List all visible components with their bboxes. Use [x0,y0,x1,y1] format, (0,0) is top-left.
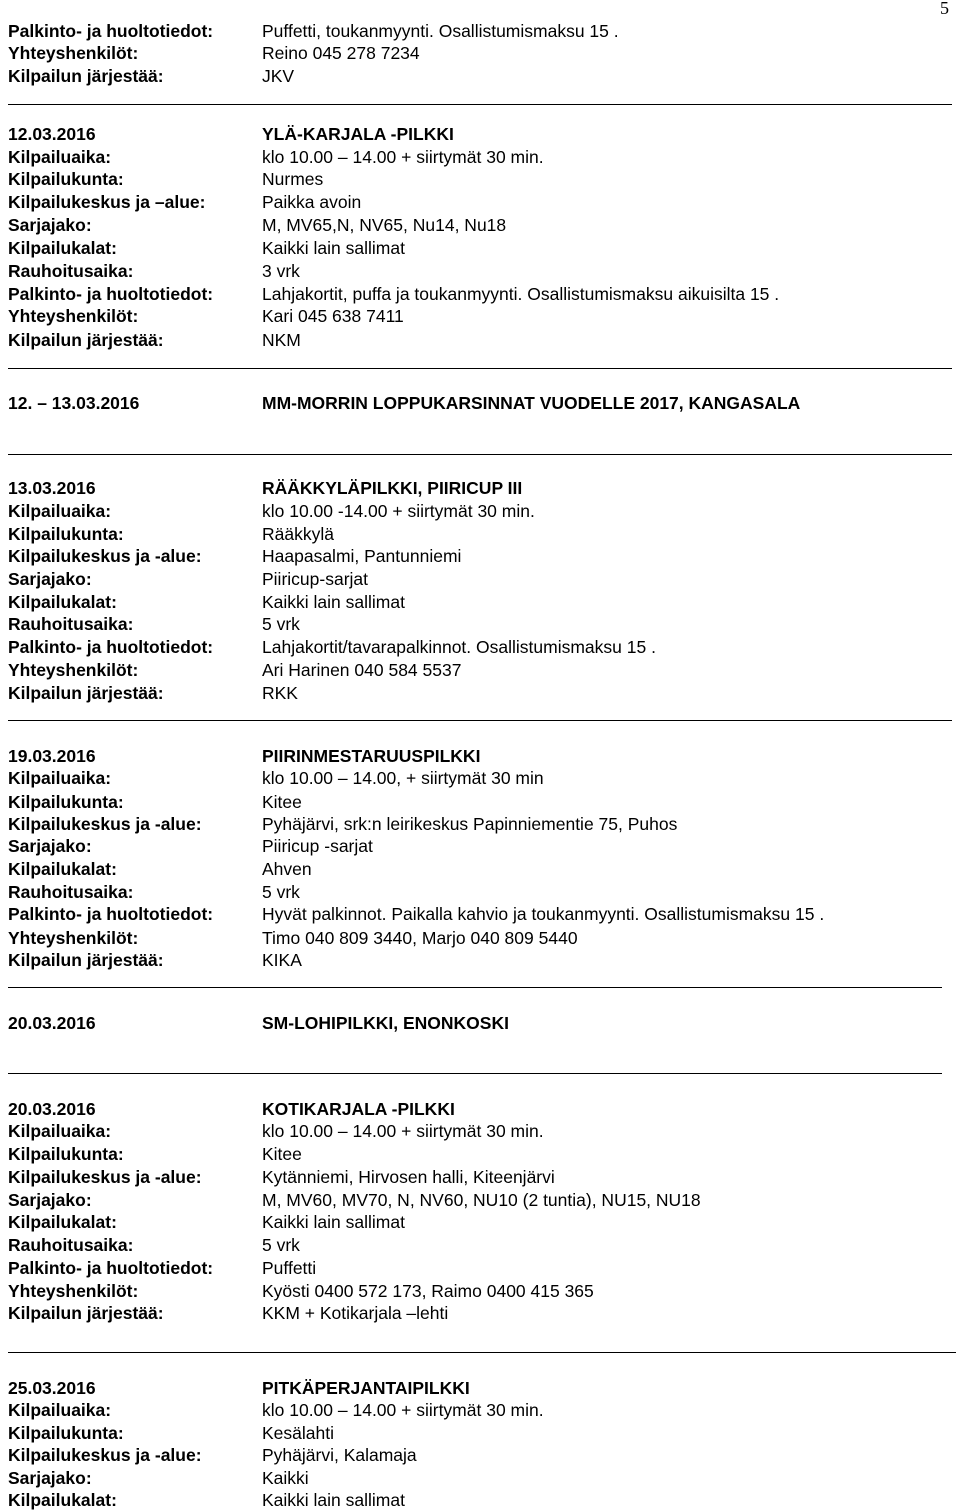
municipality-label: Kilpailukunta: [8,1144,124,1164]
organizer-label: Kilpailun järjestää: [8,66,164,86]
center-label: Kilpailukeskus ja –alue: [8,192,206,212]
organizer-value: RKK [262,683,298,703]
contacts-label: Yhteyshenkilöt: [8,1281,139,1301]
classes-value: Piiricup-sarjat [262,569,368,589]
event-title: PITKÄPERJANTAIPILKKI [262,1378,470,1398]
contacts-label: Yhteyshenkilöt: [8,306,139,326]
closed-label: Rauhoitusaika: [8,1235,134,1255]
center-value: Kytänniemi, Hirvosen halli, Kiteenjärvi [262,1167,555,1187]
center-label: Kilpailukeskus ja -alue: [8,546,202,566]
classes-value: Kaikki [262,1468,309,1488]
event-title: MM-MORRIN LOPPUKARSINNAT VUODELLE 2017, KANGASALA [262,393,801,413]
event-title: YLÄ-KARJALA -PILKKI [262,124,454,144]
event-date: 25.03.2016 [8,1378,96,1398]
prize-label: Palkinto- ja huoltotiedot: [8,1258,214,1278]
municipality-label: Kilpailukunta: [8,1423,124,1443]
closed-value: 5 vrk [262,1235,300,1255]
classes-value: Piiricup -sarjat [262,836,373,856]
contacts-value: Kyösti 0400 572 173, Raimo 0400 415 365 [262,1281,594,1301]
prize-value: Lahjakortit, puffa ja toukanmyynti. Osallistumismaksu aikuisilta 15 . [262,284,780,304]
fish-value: Ahven [262,859,312,879]
event-title: PIIRINMESTARUUSPILKKI [262,746,481,766]
time-value: klo 10.00 – 14.00 + siirtymät 30 min. [262,147,544,167]
organizer-label: Kilpailun järjestää: [8,950,164,970]
fish-label: Kilpailukalat: [8,592,117,612]
municipality-value: Kesälahti [262,1423,334,1443]
fish-value: Kaikki lain sallimat [262,592,405,612]
time-label: Kilpailuaika: [8,1121,112,1141]
closed-value: 3 vrk [262,261,300,281]
municipality-value: Nurmes [262,169,324,189]
time-label: Kilpailuaika: [8,1400,112,1420]
time-value: klo 10.00 – 14.00, + siirtymät 30 min [262,768,544,788]
prize-value: Puffetti [262,1258,317,1278]
classes-label: Sarjajako: [8,836,92,856]
event-date: 19.03.2016 [8,746,96,766]
contacts-value: Reino 045 278 7234 [262,43,420,63]
time-label: Kilpailuaika: [8,147,112,167]
divider [8,1352,956,1353]
center-value: Paikka avoin [262,192,362,212]
event-date: 12.03.2016 [8,124,96,144]
center-value: Pyhäjärvi, Kalamaja [262,1445,417,1465]
time-value: klo 10.00 -14.00 + siirtymät 30 min. [262,501,535,521]
contacts-label: Yhteyshenkilöt: [8,660,139,680]
center-value: Pyhäjärvi, srk:n leirikeskus Papinniementie 75, Puhos [262,814,678,834]
center-label: Kilpailukeskus ja -alue: [8,1445,202,1465]
fish-label: Kilpailukalat: [8,859,117,879]
event-date: 12. – 13.03.2016 [8,393,140,413]
event-title: RÄÄKKYLÄPILKKI, PIIRICUP III [262,478,523,498]
contacts-value: Timo 040 809 3440, Marjo 040 809 5440 [262,928,578,948]
municipality-value: Kitee [262,1144,302,1164]
organizer-value: NKM [262,330,301,350]
contacts-label: Yhteyshenkilöt: [8,928,139,948]
municipality-label: Kilpailukunta: [8,792,124,812]
prize-label: Palkinto- ja huoltotiedot: [8,637,214,657]
closed-label: Rauhoitusaika: [8,882,134,902]
closed-label: Rauhoitusaika: [8,614,134,634]
contacts-value: Kari 045 638 7411 [262,306,404,326]
prize-value: Lahjakortit/tavarapalkinnot. Osallistumismaksu 15 . [262,637,656,657]
classes-label: Sarjajako: [8,569,92,589]
prize-label: Palkinto- ja huoltotiedot: [8,904,214,924]
fish-label: Kilpailukalat: [8,1490,117,1510]
event-date: 20.03.2016 [8,1099,96,1119]
closed-label: Rauhoitusaika: [8,261,134,281]
closed-value: 5 vrk [262,614,300,634]
classes-label: Sarjajako: [8,1468,92,1488]
organizer-value: KKM + Kotikarjala –lehti [262,1303,449,1323]
event-date: 13.03.2016 [8,478,96,498]
fish-value: Kaikki lain sallimat [262,1212,405,1232]
contacts-label: Yhteyshenkilöt: [8,43,139,63]
classes-value: M, MV65,N, NV65, Nu14, Nu18 [262,215,507,235]
time-value: klo 10.00 – 14.00 + siirtymät 30 min. [262,1400,544,1420]
prize-label: Palkinto- ja huoltotiedot: [8,284,214,304]
divider [8,1073,942,1074]
municipality-label: Kilpailukunta: [8,524,124,544]
divider [8,104,952,105]
event-date: 20.03.2016 [8,1013,96,1033]
divider [8,720,952,721]
classes-value: M, MV60, MV70, N, NV60, NU10 (2 tuntia), NU15, NU18 [262,1190,701,1210]
page-number: 5 [940,0,949,18]
municipality-label: Kilpailukunta: [8,169,124,189]
fish-value: Kaikki lain sallimat [262,1490,405,1510]
classes-label: Sarjajako: [8,215,92,235]
center-label: Kilpailukeskus ja -alue: [8,814,202,834]
divider [8,368,952,369]
closed-value: 5 vrk [262,882,300,902]
time-label: Kilpailuaika: [8,501,112,521]
center-label: Kilpailukeskus ja -alue: [8,1167,202,1187]
municipality-value: Kitee [262,792,302,812]
divider [8,454,952,455]
organizer-label: Kilpailun järjestää: [8,1303,164,1323]
prize-value: Hyvät palkinnot. Paikalla kahvio ja toukanmyynti. Osallistumismaksu 15 . [262,904,825,924]
fish-label: Kilpailukalat: [8,238,117,258]
fish-label: Kilpailukalat: [8,1212,117,1232]
contacts-value: Ari Harinen 040 584 5537 [262,660,462,680]
event-title: KOTIKARJALA -PILKKI [262,1099,455,1119]
organizer-label: Kilpailun järjestää: [8,683,164,703]
divider [8,987,942,988]
time-value: klo 10.00 – 14.00 + siirtymät 30 min. [262,1121,544,1141]
classes-label: Sarjajako: [8,1190,92,1210]
prize-value: Puffetti, toukanmyynti. Osallistumismaksu 15 . [262,21,619,41]
fish-value: Kaikki lain sallimat [262,238,405,258]
organizer-value: JKV [262,66,295,86]
event-title: SM-LOHIPILKKI, ENONKOSKI [262,1013,509,1033]
organizer-label: Kilpailun järjestää: [8,330,164,350]
organizer-value: KIKA [262,950,302,970]
center-value: Haapasalmi, Pantunniemi [262,546,462,566]
time-label: Kilpailuaika: [8,768,112,788]
municipality-value: Rääkkylä [262,524,334,544]
prize-label: Palkinto- ja huoltotiedot: [8,21,214,41]
